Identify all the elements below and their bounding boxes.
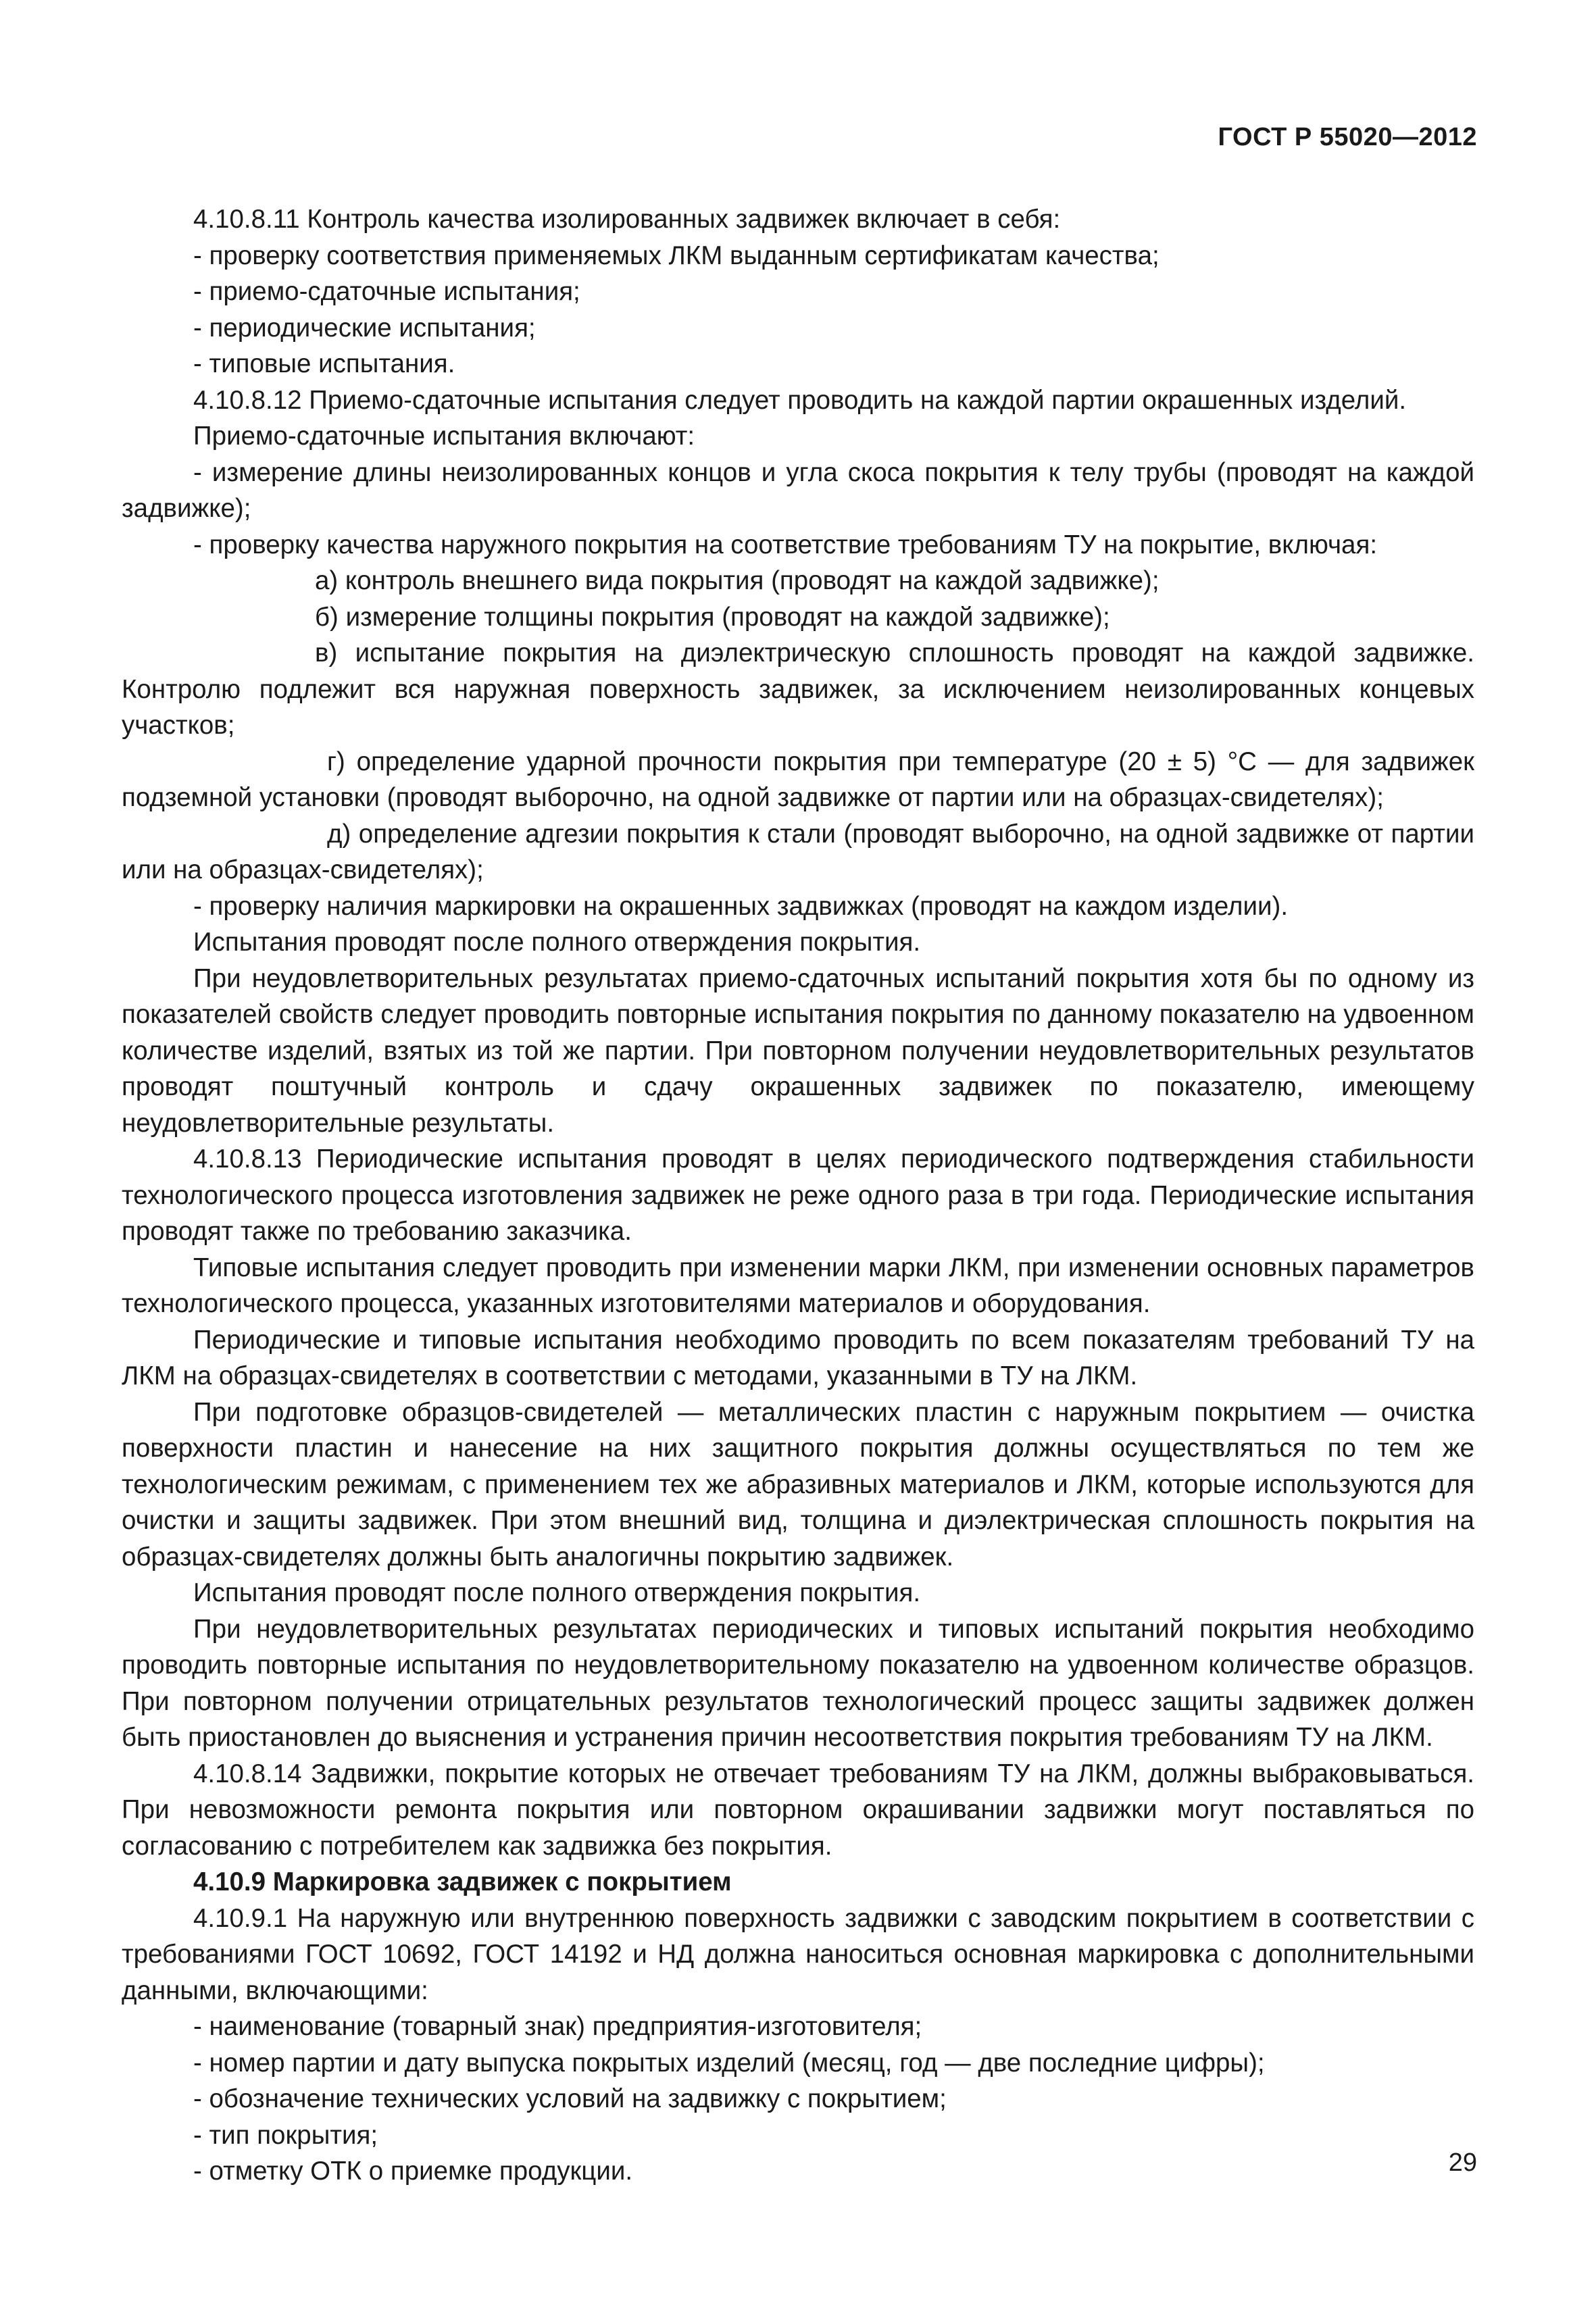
list-item: - проверку качества наружного покрытия на соответствие требованиям ТУ на покрытие, включая: (193, 530, 1378, 559)
paragraph: Периодические и типовые испытания необходимо проводить по всем показателям требований ТУ на ЛКМ на образцах-свидетелях в соответствии с методами, указанными в ТУ на ЛКМ. (122, 1325, 1474, 1390)
list-item: - приемо-сдаточные испытания; (193, 277, 580, 306)
page-number: 29 (1448, 2148, 1477, 2177)
paragraph: При подготовке образцов-свидетелей — металлических пластин с наружным покрытием — очистка поверхности пластин и нанесение на них защитного покрытия должны осуществляться по тем же технологическим режимам, с применением тех же абразивных материалов и ЛКМ, которые используются для очистки и защиты задвижек. При этом внешний вид, толщина и диэлектрическая сплошность покрытия на образцах-свидетелях должны быть аналогичны покрытию задвижек. (122, 1397, 1474, 1571)
paragraph-4-10-8-14: 4.10.8.14 Задвижки, покрытие которых не отвечает требованиям ТУ на ЛКМ, должны выбраковываться. При невозможности ремонта покрытия или повторном окрашивании задвижки могут поставляться по согласованию с потребителем как задвижка без покрытия. (122, 1759, 1474, 1861)
document-header-code: ГОСТ Р 55020—2012 (1218, 123, 1477, 151)
sub-list-item-b: б) измерение толщины покрытия (проводят на каждой задвижке); (315, 602, 1110, 632)
paragraph: Типовые испытания следует проводить при изменении марки ЛКМ, при изменении основных параметров технологического процесса, указанных изготовителями материалов и оборудования. (122, 1253, 1474, 1318)
sub-list-item-g: г) определение ударной прочности покрытия при температуре (20 ± 5) °С — для задвижек подземной установки (проводят выборочно, на одной задвижке от партии или на образцах-свидетелях); (122, 747, 1474, 812)
sub-list-item-v: в) испытание покрытия на диэлектрическую сплошность проводят на каждой задвижке. Контролю подлежит вся наружная поверхность задвижек, за исключением неизолированных концевых участков; (122, 638, 1474, 740)
paragraph-4-10-9-1: 4.10.9.1 На наружную или внутреннюю поверхность задвижки с заводским покрытием в соответствии с требованиями ГОСТ 10692, ГОСТ 14192 и НД должна наноситься основная маркировка с дополнительными данными, включающими: (122, 1903, 1474, 2005)
list-item: - наименование (товарный знак) предприятия-изготовителя; (193, 2012, 922, 2041)
paragraph-4-10-8-11: 4.10.8.11 Контроль качества изолированных задвижек включает в себя: (193, 205, 1061, 234)
paragraph-4-10-8-12: 4.10.8.12 Приемо-сдаточные испытания следует проводить на каждой партии окрашенных изделий. (193, 385, 1407, 415)
paragraph: Приемо-сдаточные испытания включают: (193, 422, 695, 451)
paragraph-4-10-8-13: 4.10.8.13 Периодические испытания проводят в целях периодического подтверждения стабильности технологического процесса изготовления задвижек не реже одного раза в три года. Периодические испытания проводят также по требованию заказчика. (122, 1145, 1474, 1246)
document-body (122, 201, 1474, 2190)
list-item: - измерение длины неизолированных концов и угла скоса покрытия к телу трубы (проводят на каждой задвижке); (122, 457, 1474, 523)
paragraph: Испытания проводят после полного отверждения покрытия. (193, 928, 921, 957)
list-item: - периодические испытания; (193, 313, 536, 343)
section-heading-4-10-9: 4.10.9 Маркировка задвижек с покрытием (193, 1867, 732, 1896)
list-item: - проверку наличия маркировки на окрашенных задвижках (проводят на каждом изделии). (193, 891, 1289, 921)
list-item: - отметку ОТК о приемке продукции. (193, 2157, 633, 2186)
sub-list-item-d: д) определение адгезии покрытия к стали (проводят выборочно, на одной задвижке от партии или на образцах-свидетелях); (122, 819, 1474, 884)
list-item: - номер партии и дату выпуска покрытых изделий (месяц, год — две последние цифры); (193, 2048, 1265, 2078)
list-item: - типовые испытания. (193, 349, 455, 378)
paragraph: При неудовлетворительных результатах периодических и типовых испытаний покрытия необходимо проводить повторные испытания по неудовлетворительному показателю на удвоенном количестве образцов. При повторном получении отрицательных результатов технологический процесс защиты задвижек должен быть приостановлен до выяснения и устранения причин несоответствия покрытия требованиям ТУ на ЛКМ. (122, 1614, 1474, 1752)
list-item: - тип покрытия; (193, 2120, 378, 2150)
sub-list-item-a: а) контроль внешнего вида покрытия (проводят на каждой задвижке); (315, 566, 1159, 595)
list-item: - проверку соответствия применяемых ЛКМ выданным сертификатам качества; (193, 241, 1159, 270)
paragraph: Испытания проводят после полного отверждения покрытия. (193, 1578, 921, 1607)
paragraph: При неудовлетворительных результатах приемо-сдаточных испытаний покрытия хотя бы по одному из показателей свойств следует проводить повторные испытания покрытия по данному показателю на удвоенном количестве изделий, взятых из той же партии. При повторном получении неудовлетворительных результатов проводят поштучный контроль и сдачу окрашенных задвижек по показателю, имеющему неудовлетворительные результаты. (122, 963, 1474, 1138)
list-item: - обозначение технических условий на задвижку с покрытием; (193, 2084, 947, 2113)
